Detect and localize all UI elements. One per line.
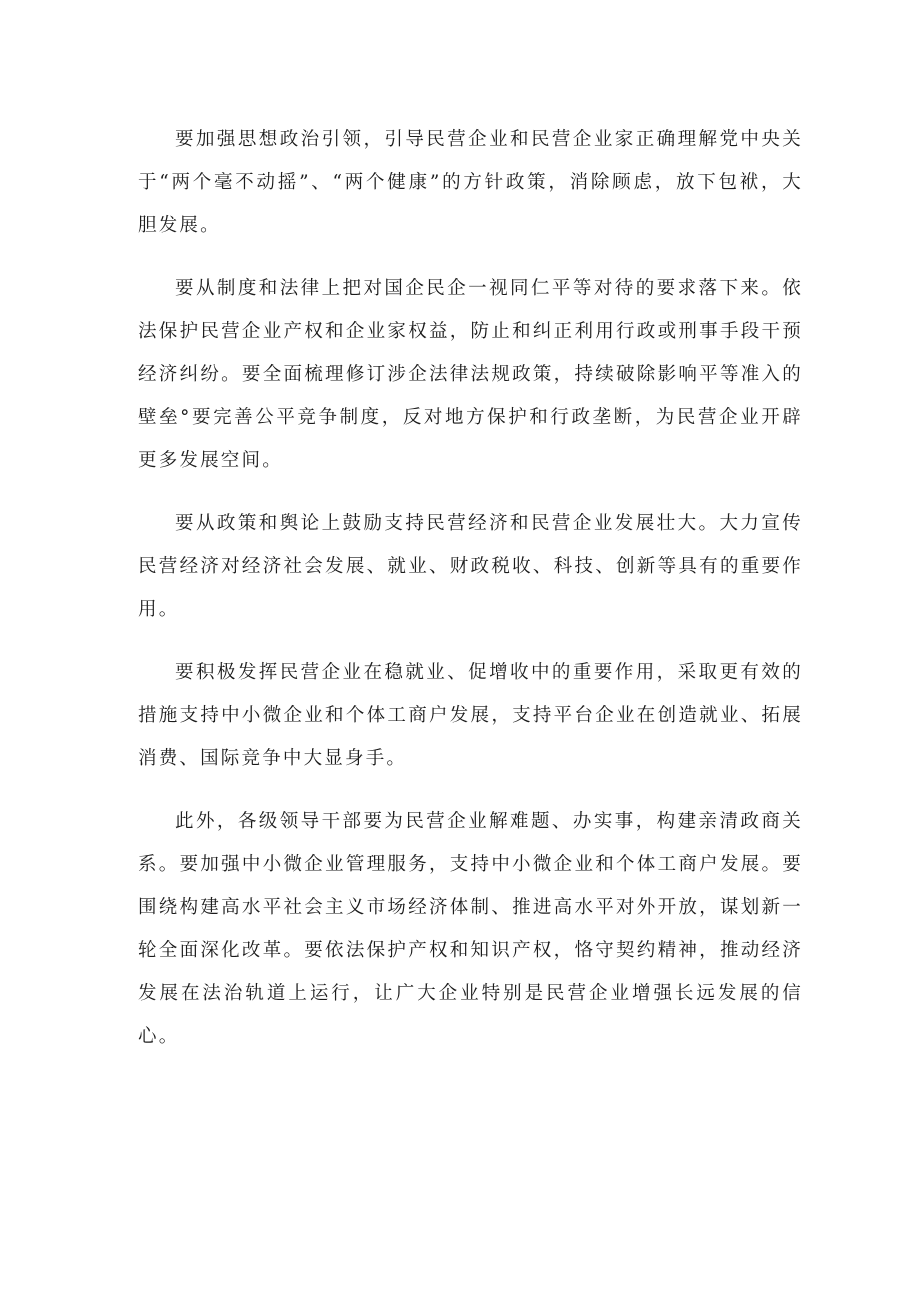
paragraph-2: 要从制度和法律上把对国企民企一视同仁平等对待的要求落下来。依法保护民营企业产权和企业家权益，防止和纠正利用行政或刑事手段干预经济纠纷。要全面梳理修订涉企法律法规政策，持续破除影响平等准入的壁垒°要完善公平竞争制度，反对地方保护和行政垄断，为民营企业开辟更多发展空间。 xyxy=(138,278,803,471)
paragraph-1: 要加强思想政治引领，引导民营企业和民营企业家正确理解党中央关于“两个毫不动摇”、“两个健康”的方针政策，消除顾虑，放下包袱，大胆发展。 xyxy=(138,129,803,236)
paragraph-3: 要从政策和舆论上鼓励支持民营经济和民营企业发展壮大。大力宣传民营经济对经济社会发展、就业、财政税收、科技、创新等具有的重要作用。 xyxy=(138,513,803,620)
paragraph-4: 要积极发挥民营企业在稳就业、促增收中的重要作用，采取更有效的措施支持中小微企业和个体工商户发展，支持平台企业在创造就业、拓展消费、国际竞争中大显身手。 xyxy=(138,662,803,769)
document-body xyxy=(138,118,803,1058)
paragraph-5: 此外，各级领导干部要为民营企业解难题、办实事，构建亲清政商关系。要加强中小微企业管理服务，支持中小微企业和个体工商户发展。要围绕构建高水平社会主义市场经济体制、推进高水平对外开放，谋划新一轮全面深化改革。要依法保护产权和知识产权，恪守契约精神，推动经济发展在法治轨道上运行，让广大企业特别是民营企业增强长远发展的信心。 xyxy=(138,811,803,1047)
